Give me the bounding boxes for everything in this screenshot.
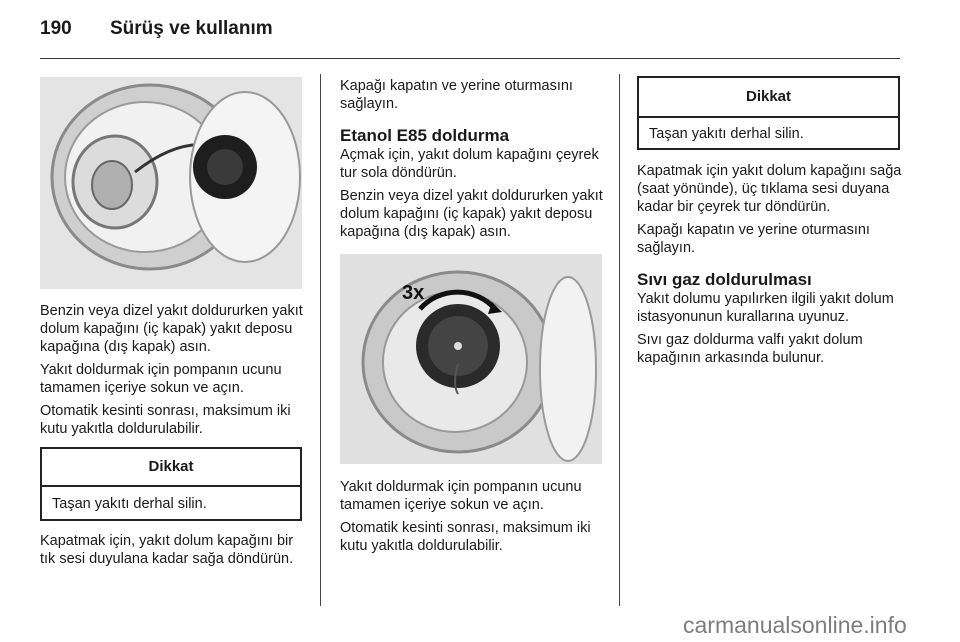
column-divider-2 [619, 74, 620, 606]
header-rule [40, 58, 900, 59]
notice-title: Dikkat [42, 449, 300, 487]
col2-paragraph-4: Yakıt doldurmak için pompanın ucunu tamamen içeriye sokun ve açın. [340, 479, 582, 513]
col3-text-block [637, 162, 912, 367]
col1-paragraph-3: Otomatik kesinti sonrası, maksimum iki kutu yakıtla doldurulabilir. [40, 403, 291, 437]
e85-cap-photo [340, 254, 602, 464]
section-heading-lpg: Sıvı gaz doldurulması [637, 270, 812, 289]
col2-paragraph-5: Otomatik kesinti sonrası, maksimum iki kutu yakıtla doldurulabilir. [340, 520, 591, 554]
col2-text-block-2 [340, 478, 610, 555]
col2-paragraph-2: Açmak için, yakıt dolum kapağını çeyrek tur sola döndürün. [340, 147, 599, 181]
notice-text: Taşan yakıtı derhal silin. [52, 496, 207, 512]
col3-paragraph-2: Kapağı kapatın ve yerine oturmasını sağlayın. [637, 222, 870, 256]
e85-cap-illustration [340, 254, 602, 464]
col1-text-block-2 [40, 532, 310, 568]
col1-paragraph-1: Benzin veya dizel yakıt doldururken yakıt dolum kapağını (iç kapak) yakıt deposu kapağına (dış kapak) asın. [40, 303, 303, 355]
col2-paragraph-1: Kapağı kapatın ve yerine oturmasını sağlayın. [340, 78, 573, 112]
notice-box-1 [40, 447, 302, 521]
col3-paragraph-4: Sıvı gaz doldurma valfı yakıt dolum kapağının arkasında bulunur. [637, 332, 863, 366]
col1-text-block-1 [40, 302, 310, 438]
section-heading-etanol: Etanol E85 doldurma [340, 126, 510, 145]
image-label-3x: 3x [402, 282, 425, 304]
column-divider-1 [320, 74, 321, 606]
col2-text-block-1 [340, 77, 610, 241]
fuel-cap-illustration [40, 77, 302, 289]
col3-paragraph-1: Kapatmak için yakıt dolum kapağını sağa (saat yönünde), üç tıklama sesi duyana kadar bir çeyrek tur döndürün. [637, 163, 902, 215]
col3-paragraph-3: Yakıt dolumu yapılırken ilgili yakıt dolum istasyonunun kurallarına uyunuz. [637, 291, 894, 325]
fuel-cap-photo [40, 77, 302, 289]
notice-text: Taşan yakıtı derhal silin. [649, 126, 804, 142]
notice-box-2 [637, 76, 900, 150]
col2-paragraph-3: Benzin veya dizel yakıt doldururken yakıt dolum kapağını (iç kapak) yakıt deposu kapağına (dış kapak) asın. [340, 188, 603, 240]
col1-paragraph-4: Kapatmak için, yakıt dolum kapağını bir tık sesi duyulana kadar sağa döndürün. [40, 533, 294, 567]
page-number: 190 [40, 18, 72, 39]
col1-paragraph-2: Yakıt doldurmak için pompanın ucunu tamamen içeriye sokun ve açın. [40, 362, 282, 396]
page-title: Sürüş ve kullanım [110, 18, 273, 39]
notice-title: Dikkat [639, 78, 898, 118]
watermark: carmanualsonline.info [683, 612, 907, 638]
